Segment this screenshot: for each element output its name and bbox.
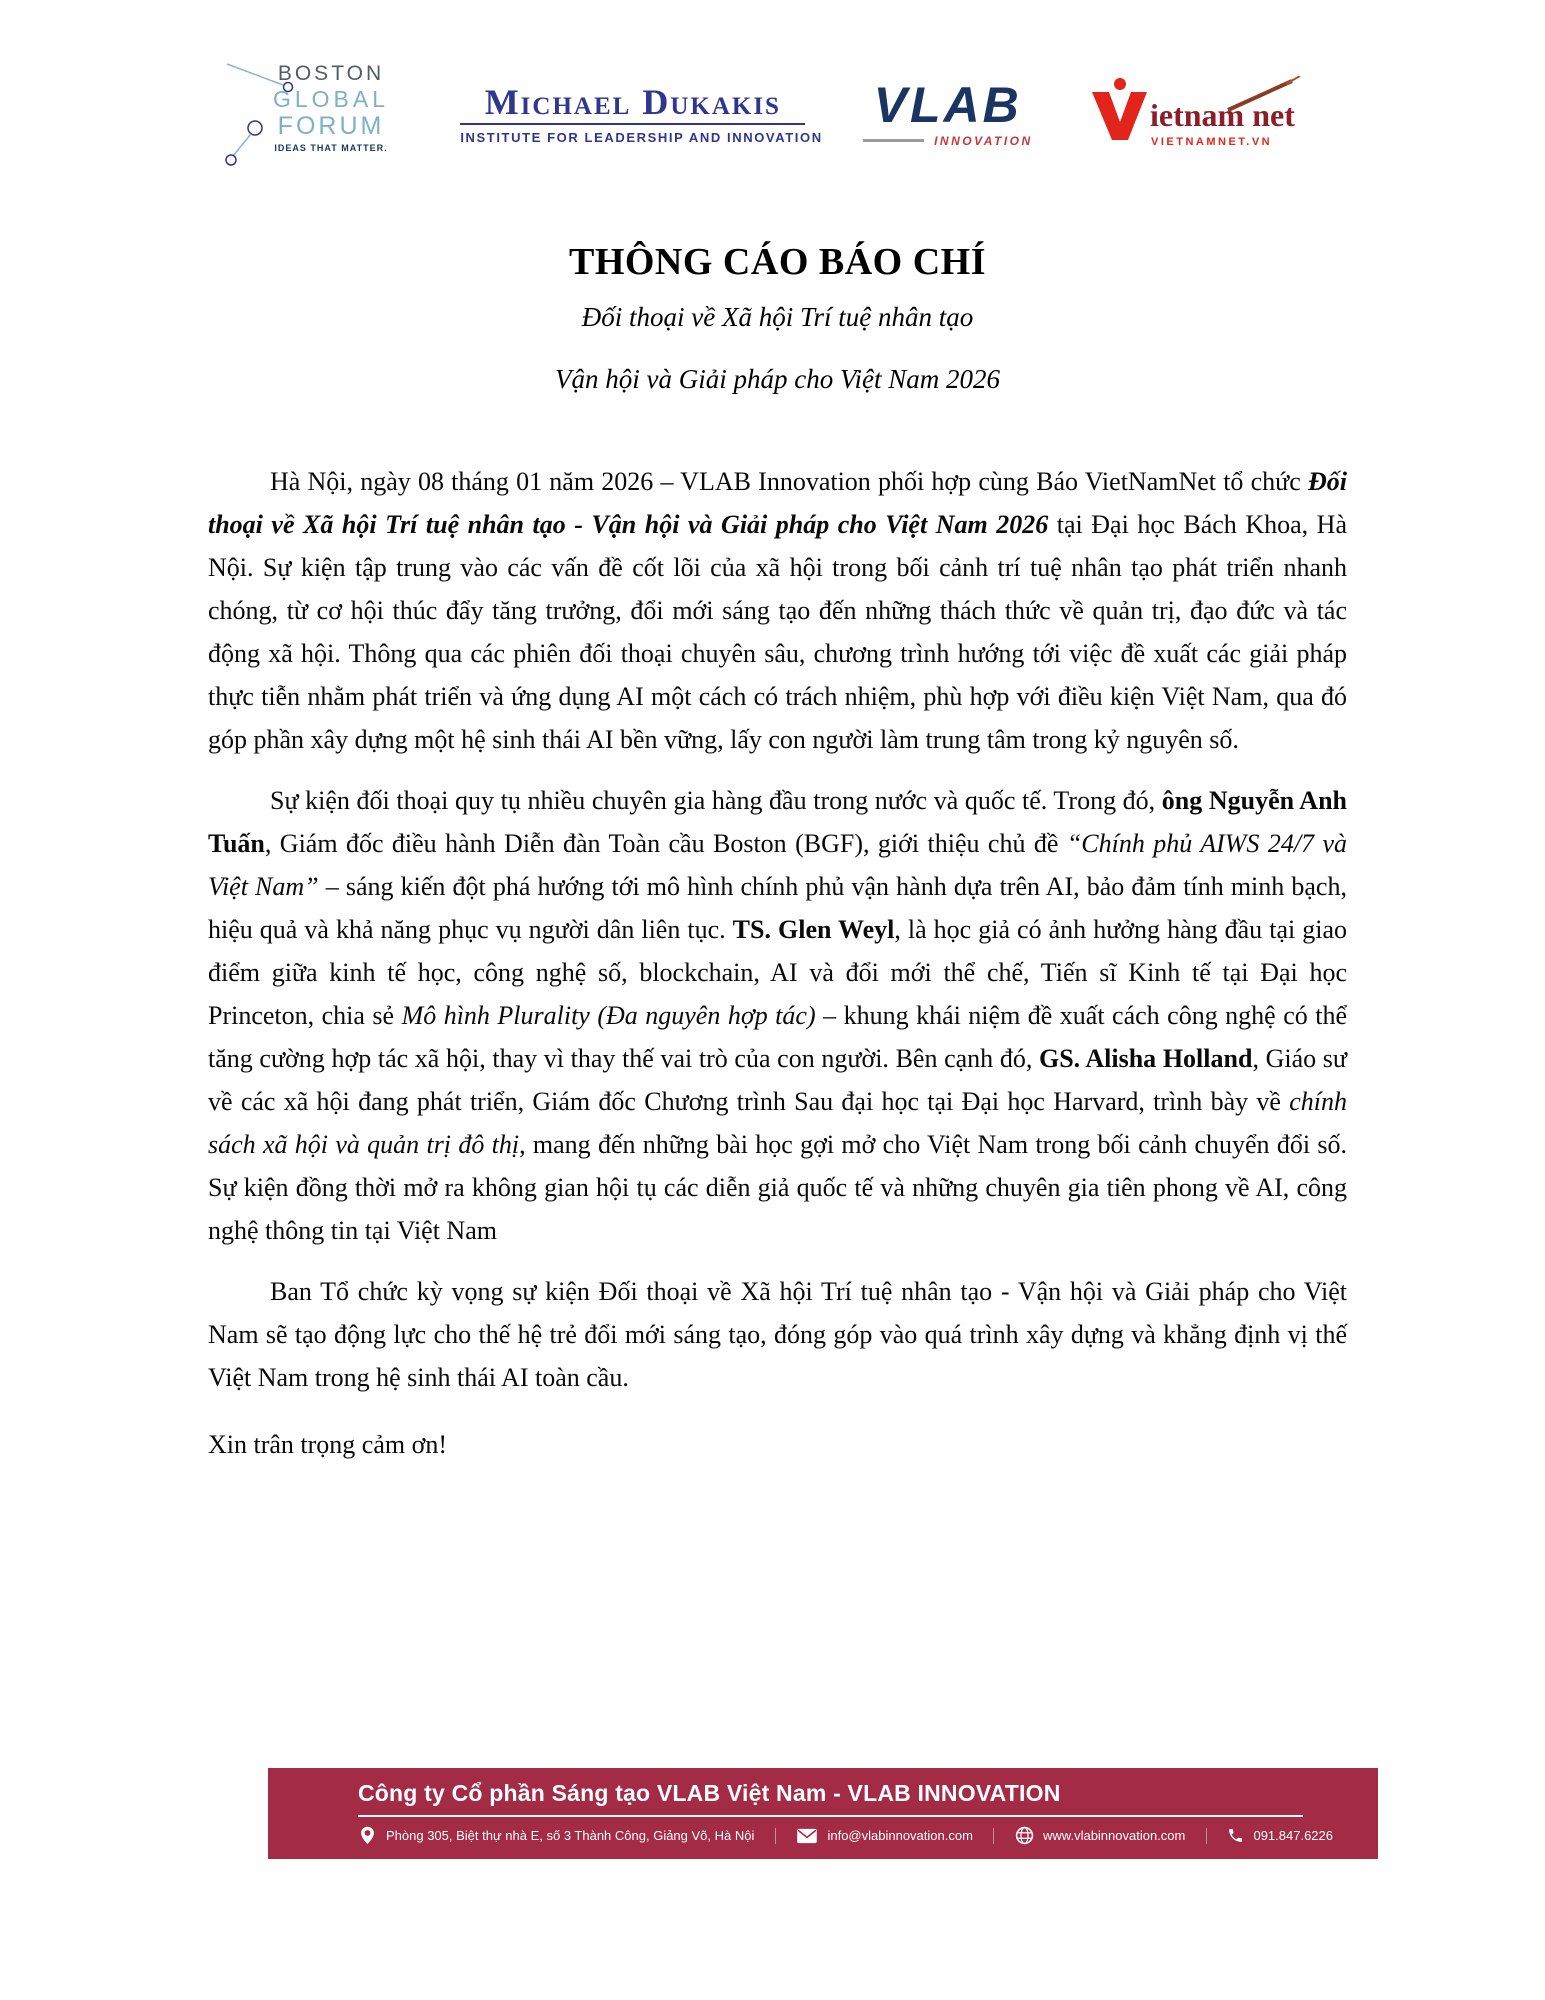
text-run: “Chính phủ AIWS 24/7 và Việt Nam” (208, 829, 1347, 901)
footer-website-text: www.vlabinnovation.com (1043, 1828, 1186, 1843)
text-run: Đối thoại về Xã hội Trí tuệ nhân tạo - Vận hội và Giải pháp cho Việt Nam 2026 (208, 467, 1347, 539)
document-body (208, 0, 1347, 1484)
text-run: , Giáo sư về các xã hội đang phát triển, Giám đốc Chương trình Sau đại học tại Đại học Harvard, trình bày về (208, 1044, 1347, 1116)
text-run: tại Đại học Bách Khoa, Hà Nội. Sự kiện tập trung vào các vấn đề cốt lõi của xã hội trong bối cảnh trí tuệ nhân tạo phát triển nhanh chóng, từ cơ hội thúc đẩy tăng trưởng, đổi mới sáng tạo đến những thách thức về quản trị, đạo đức và tác động xã hội. Thông qua các phiên đối thoại chuyên sâu, chương trình hướng tới việc đề xuất các giải pháp thực tiễn nhằm phát triển và ứng dụng AI một cách có trách nhiệm, phù hợp với điều kiện Việt Nam, qua đó góp phần xây dựng một hệ sinh thái AI bền vững, lấy con người làm trung tâm trong kỷ nguyên số. (208, 510, 1347, 754)
subtitle-line-1: Đối thoại về Xã hội Trí tuệ nhân tạo (581, 302, 974, 332)
footer-phone-text: 091.847.6226 (1253, 1828, 1333, 1843)
bgf-line-global: GLOBAL (272, 86, 390, 112)
text-run: TS. Glen Weyl (732, 915, 895, 944)
footer-email-text: info@vlabinnovation.com (827, 1828, 973, 1843)
footer-phone (1227, 1827, 1333, 1844)
footer-contacts (358, 1826, 1333, 1845)
email-icon (796, 1828, 818, 1844)
text-run: , mang đến những bài học gợi mở cho Việt Nam trong bối cảnh chuyển đổi số. Sự kiện đồng thời mở ra không gian hội tụ các diễn giả quốc tế và những chuyên gia tiên phong về AI, công nghệ thông tin tại Việt Nam (208, 1130, 1347, 1245)
vietnamnet-url: VIETNAMNET.VN (1150, 136, 1273, 148)
bgf-line-forum: FORUM (277, 112, 385, 140)
vietnamnet-wordmark: ietnam net (1149, 97, 1295, 133)
text-run: Mô hình Plurality (Đa nguyên hợp tác) (401, 1001, 816, 1030)
subtitle-line-2: Vận hội và Giải pháp cho Việt Nam 2026 (555, 364, 1000, 394)
paragraph-intro (208, 460, 1347, 761)
text-run: chính sách xã hội và quản trị đô thị (208, 1087, 1347, 1159)
footer-company-name: Công ty Cổ phần Sáng tạo VLAB Việt Nam - VLAB INNOVATION (358, 1780, 1061, 1806)
footer-website (1015, 1826, 1185, 1845)
dukakis-subtitle: INSTITUTE FOR LEADERSHIP AND INNOVATION (460, 129, 823, 145)
paragraph-speakers (208, 779, 1347, 1252)
footer-separator (775, 1828, 776, 1844)
text-run: – sáng kiến đột phá hướng tới mô hình chính phủ vận hành dựa trên AI, bảo đảm tính minh bạch, hiệu quả và khả năng phục vụ người dân liên tục. (208, 872, 1347, 944)
text-run: – khung khái niệm đề xuất cách công nghệ có thể tăng cường hợp tác xã hội, thay vì thay thế vai trò của con người. Bên cạnh đó, (208, 1001, 1347, 1073)
footer-separator (993, 1828, 994, 1844)
text-run: ông Nguyễn Anh Tuấn (208, 786, 1347, 858)
globe-icon (1015, 1826, 1034, 1845)
phone-icon (1227, 1827, 1244, 1844)
footer-address-text: Phòng 305, Biệt thự nhà E, số 3 Thành Công, Giảng Võ, Hà Nội (386, 1828, 755, 1843)
vlab-wordmark: VLAB (873, 76, 1022, 133)
text-run: Ban Tổ chức kỳ vọng sự kiện Đối thoại về Xã hội Trí tuệ nhân tạo - Vận hội và Giải pháp cho Việt Nam sẽ tạo động lực cho thế hệ trẻ đổi mới sáng tạo, đóng góp vào quá trình xây dựng và khẳng định vị thế Việt Nam trong hệ sinh thái AI toàn cầu. (208, 1277, 1347, 1392)
text-run: , là học giả có ảnh hưởng hàng đầu tại giao điểm giữa kinh tế học, công nghệ số, blockchain, AI và đổi mới thể chế, Tiến sĩ Kinh tế tại Đại học Princeton, chia sẻ (208, 915, 1347, 1030)
footer-separator (1206, 1828, 1207, 1844)
location-pin-icon (358, 1826, 377, 1845)
text-run: GS. Alisha Holland (1038, 1044, 1253, 1073)
closing-line: Xin trân trọng cảm ơn! (208, 1430, 448, 1459)
text-run: , Giám đốc điều hành Diễn đàn Toàn cầu Boston (BGF), giới thiệu chủ đề (264, 829, 1067, 858)
footer-email (796, 1828, 972, 1844)
page-title: THÔNG CÁO BÁO CHÍ (568, 241, 987, 283)
paragraph-expectations (208, 1270, 1347, 1399)
vlab-subtitle: INNOVATION (934, 133, 1033, 148)
footer-divider (358, 1815, 1303, 1817)
dukakis-name: Michael Dukakis (484, 81, 781, 122)
bgf-tagline: IDEAS THAT MATTER. (274, 143, 388, 153)
text-run: Hà Nội, ngày 08 tháng 01 năm 2026 – VLAB Innovation phối hợp cùng Báo VietNamNet tổ chức (270, 467, 1308, 496)
footer-bar (268, 1768, 1378, 1859)
text-run: Sự kiện đối thoại quy tụ nhiều chuyên gia hàng đầu trong nước và quốc tế. Trong đó, (270, 786, 1162, 815)
footer-address (358, 1826, 754, 1845)
bgf-line-boston: BOSTON (277, 62, 385, 85)
